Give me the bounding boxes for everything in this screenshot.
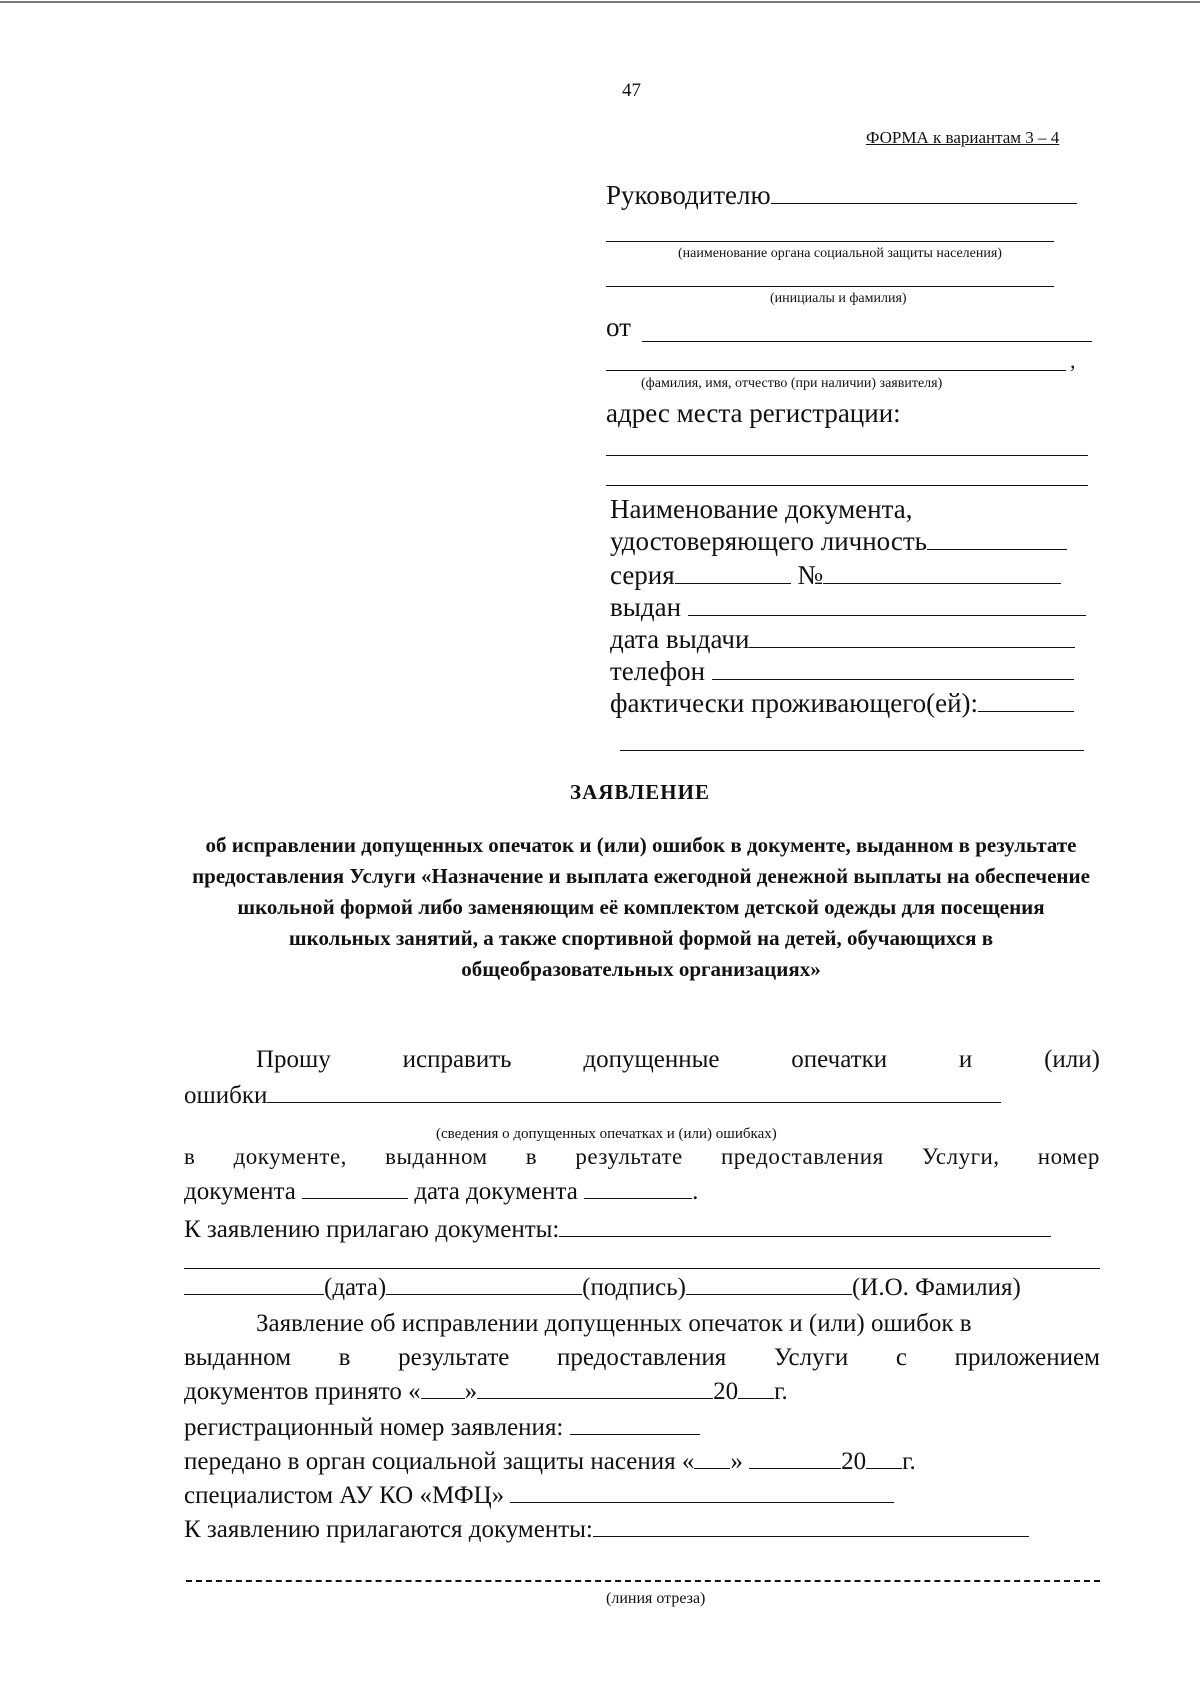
accepted-line-2: выданном в результате предоставления Услуги с приложением [184, 1344, 1100, 1371]
attach-row: К заявлению прилагаю документы: [184, 1216, 1051, 1244]
cut-line [186, 1580, 1100, 1582]
specialist-row: специалистом АУ КО «МФЦ» [184, 1482, 894, 1510]
accepted-year-field[interactable] [738, 1397, 774, 1399]
specialist-field[interactable] [510, 1501, 894, 1503]
passed-year-field[interactable] [866, 1467, 902, 1469]
top-border [0, 1, 1200, 3]
accepted-month-field[interactable] [477, 1397, 713, 1399]
applicant-caption: (фамилия, имя, отчество (при наличии) заявителя) [641, 376, 943, 391]
applicant-field[interactable] [606, 370, 1066, 371]
page-number: 47 [622, 80, 641, 101]
issue-date-row: дата выдачи [610, 624, 1075, 655]
number-field[interactable] [823, 582, 1061, 584]
errors-field[interactable] [267, 1101, 1001, 1103]
cut-line-caption: (линия отреза) [606, 1590, 706, 1607]
date-field[interactable] [184, 1293, 324, 1295]
series-row: серия № [610, 560, 1061, 591]
passed-row: передано в орган социальной защиты насения « » 20 г. [184, 1448, 916, 1475]
attached-field[interactable] [593, 1535, 1029, 1537]
attach-field-2[interactable] [184, 1268, 1100, 1269]
signature-row: (дата) (подпись) (И.О. Фамилия) [184, 1274, 1021, 1302]
from-label: от [606, 312, 631, 342]
attached-row: К заявлению прилагаются документы: [184, 1516, 1029, 1544]
passed-month-field[interactable] [749, 1467, 841, 1469]
reg-number-field[interactable] [570, 1433, 700, 1435]
actual-residence-field-2[interactable] [620, 750, 1084, 751]
accepted-day-field[interactable] [421, 1397, 465, 1399]
reg-address-field-2[interactable] [606, 485, 1088, 486]
document-title: ЗАЯВЛЕНИЕ [570, 780, 710, 804]
passed-day-field[interactable] [694, 1467, 730, 1469]
errors-row: ошибки [184, 1082, 1001, 1110]
actual-residence-row: фактически проживающего(ей): [610, 688, 1074, 719]
doc-name-label-2: удостоверяющего личность [610, 526, 1067, 557]
org-name-field[interactable] [606, 241, 1054, 242]
signature-field[interactable] [386, 1293, 582, 1295]
form-reference: ФОРМА к вариантам 3 – 4 [866, 128, 1060, 147]
accepted-line-1: Заявление об исправлении допущенных опечаток и (или) ошибок в [256, 1310, 972, 1337]
doc-number-row: документа дата документа . [184, 1178, 699, 1205]
phone-field[interactable] [712, 678, 1074, 680]
to-head-label: Руководителю [606, 180, 1077, 211]
org-name-caption: (наименование органа социальной защиты населения) [678, 246, 1002, 261]
issued-row: выдан [610, 592, 1086, 623]
accepted-line-3: документов принято « » 20 г. [184, 1378, 788, 1405]
initials-field[interactable] [606, 286, 1054, 287]
comma: , [1070, 348, 1076, 373]
document-subtitle: об исправлении допущенных опечаток и (или) ошибок в документе, выданном в результате предоставления Услуги «Назначение и выплата ежегодной денежной выплаты на обеспечение школьной формой либо заменяющим её комплектом детской одежды для посещения школьных занятий, а также спортивной формой на детей, обучающихся в общеобразовательных организациях» [192, 833, 1090, 981]
reg-address-field-1[interactable] [606, 455, 1088, 456]
phone-row: телефон [610, 656, 1074, 687]
doc-name-label-1: Наименование документа, [610, 494, 913, 524]
request-line: Прошу исправить допущенные опечатки и (или) [256, 1046, 1100, 1073]
doc-number-field[interactable] [302, 1197, 408, 1199]
errors-caption: (сведения о допущенных опечатках и (или) ошибках) [436, 1126, 777, 1142]
actual-residence-field[interactable] [978, 710, 1074, 712]
from-field[interactable] [642, 341, 1092, 342]
issued-field[interactable] [688, 614, 1086, 616]
initials-caption: (инициалы и фамилия) [770, 291, 907, 306]
series-field[interactable] [675, 582, 791, 584]
document-line: в документе, выданном в результате предоставления Услуги, номер [184, 1144, 1100, 1169]
name-field[interactable] [686, 1293, 852, 1295]
doc-date-field[interactable] [584, 1197, 692, 1199]
attach-field[interactable] [559, 1235, 1051, 1237]
head-field[interactable] [771, 202, 1077, 204]
reg-number-row: регистрационный номер заявления: [184, 1414, 700, 1442]
reg-address-label: адрес места регистрации: [606, 398, 901, 428]
doc-name-field[interactable] [927, 548, 1067, 550]
issue-date-field[interactable] [749, 646, 1075, 648]
